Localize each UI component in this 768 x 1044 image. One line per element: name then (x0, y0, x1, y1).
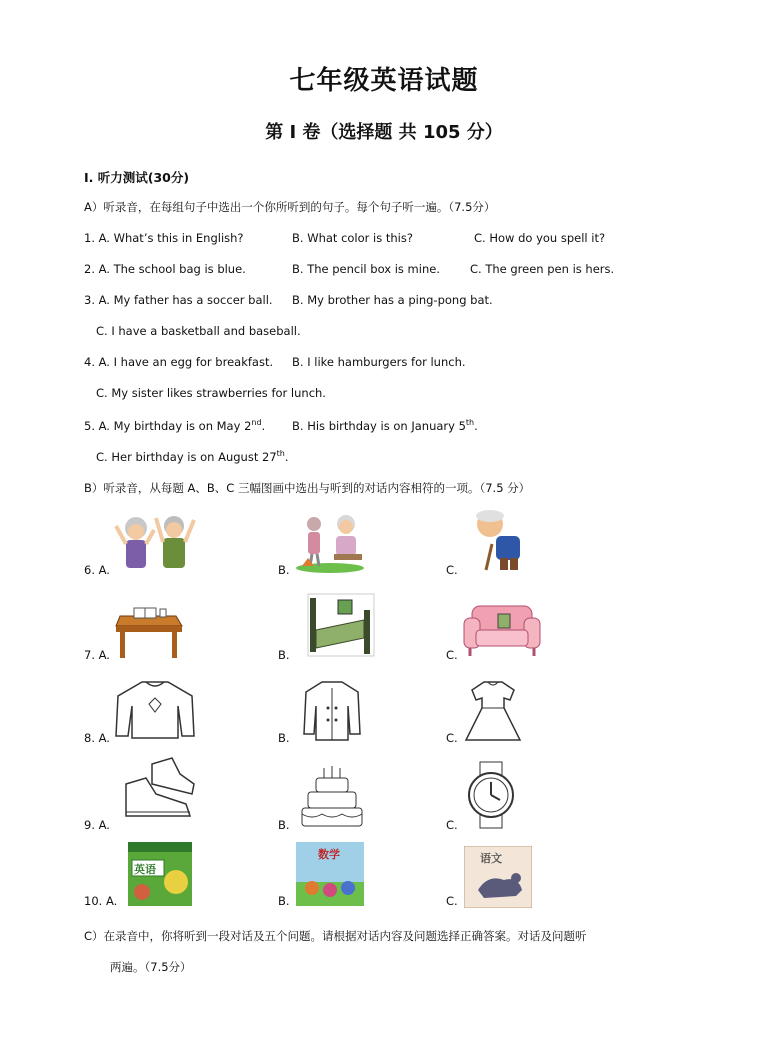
elderly-couple-waving-image (112, 510, 200, 574)
sofa-image (462, 600, 542, 660)
q6-label-a: 6. A. (84, 563, 110, 577)
q6-label-c: C. (446, 563, 458, 577)
section-listening-heading: Ⅰ. 听力测试(30分) (84, 170, 190, 185)
q8-label-a: 8. A. (84, 731, 110, 745)
part-a-instruction: A）听录音，在每组句子中选出一个你所听到的句子。每个句子听一遍。（7.5分） (84, 200, 496, 214)
chinese-textbook-image (464, 846, 532, 908)
math-textbook-image (296, 842, 364, 906)
dress-image (462, 678, 524, 744)
q8-label-b: B. (278, 731, 290, 745)
q1-option-b: B. What color is this? (292, 231, 413, 245)
q4-option-b: B. I like hamburgers for lunch. (292, 355, 466, 369)
shoes-image (116, 754, 198, 830)
q10-label-a: 10. A. (84, 894, 118, 908)
q3-option-b: B. My brother has a ping-pong bat. (292, 293, 493, 307)
part-c-instruction-line2: 两遍。（7.5分） (110, 960, 192, 974)
sweater-image (112, 676, 198, 742)
q4-option-c: C. My sister likes strawberries for lunch. (96, 386, 326, 400)
english-textbook-image (128, 842, 192, 906)
birthday-cake-image (298, 762, 366, 830)
q5-option-a: 5. A. My birthday is on May 2nd. (84, 418, 266, 433)
page-subtitle: 第 I 卷（选择题 共 105 分） (265, 122, 503, 143)
q7-label-a: 7. A. (84, 648, 110, 662)
q1-option-c: C. How do you spell it? (474, 231, 606, 245)
q7-label-b: B. (278, 648, 290, 662)
part-c-instruction-line1: C）在录音中，你将听到一段对话及五个问题。请根据对话内容及问题选择正确答案。对话及问题听 (84, 929, 587, 943)
q3-option-c: C. I have a basketball and baseball. (96, 324, 301, 338)
q5-option-b: B. His birthday is on January 5th. (292, 418, 478, 433)
english-book-title: 英语 (134, 863, 156, 876)
old-man-with-cane-image (466, 508, 528, 572)
q9-label-a: 9. A. (84, 818, 110, 832)
page-title: 七年级英语试题 (289, 66, 479, 96)
q10-label-b: B. (278, 894, 290, 908)
q1-option-a: 1. A. What’s this in English? (84, 231, 244, 245)
q9-label-b: B. (278, 818, 290, 832)
math-book-title: 数学 (318, 848, 340, 861)
q8-label-c: C. (446, 731, 458, 745)
bed-image (304, 590, 380, 660)
coat-image (300, 678, 364, 744)
q2-option-c: C. The green pen is hers. (470, 262, 615, 276)
q10-label-c: C. (446, 894, 458, 908)
q4-option-a: 4. A. I have an egg for breakfast. (84, 355, 274, 369)
q9-label-c: C. (446, 818, 458, 832)
wristwatch-image (460, 760, 522, 830)
desk-with-book-image (114, 600, 184, 660)
chinese-book-title: 语文 (480, 852, 502, 865)
q2-option-a: 2. A. The school bag is blue. (84, 262, 246, 276)
q2-option-b: B. The pencil box is mine. (292, 262, 440, 276)
q5-option-c: C. Her birthday is on August 27th. (96, 449, 289, 464)
elderly-couple-sitting-image (294, 510, 372, 574)
q6-label-b: B. (278, 563, 290, 577)
q7-label-c: C. (446, 648, 458, 662)
part-b-instruction: B）听录音，从每题 A、B、C 三幅图画中选出与听到的对话内容相符的一项。（7.5 分） (84, 481, 531, 495)
q3-option-a: 3. A. My father has a soccer ball. (84, 293, 273, 307)
